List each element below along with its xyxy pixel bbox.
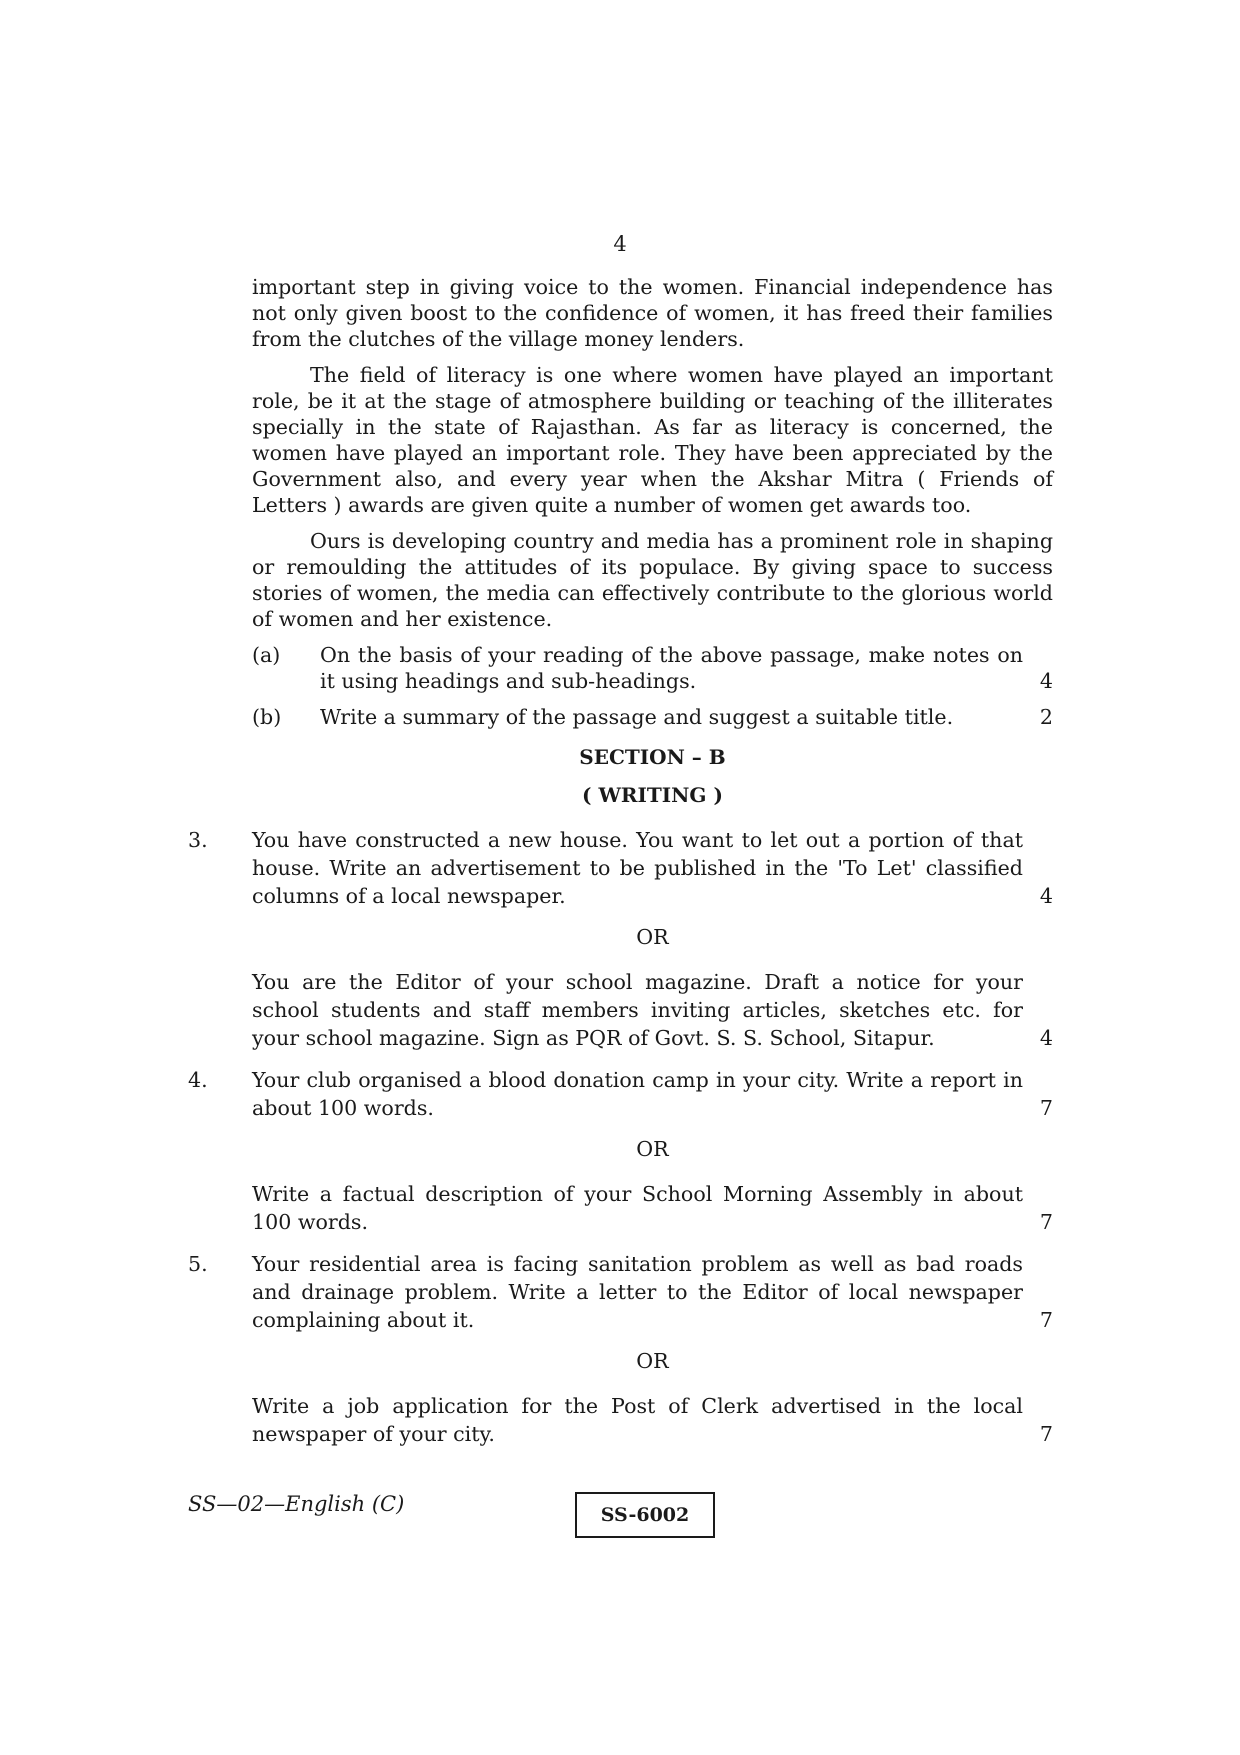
question-text: Your club organised a blood donation camp in your city. Write a report in about 100 words.	[252, 1068, 1023, 1120]
question-5	[188, 1250, 1053, 1334]
sub-question-text: On the basis of your reading of the above passage, make notes on it using headings and sub-headings.	[320, 643, 1023, 693]
question-5-alternative	[252, 1392, 1053, 1448]
or-separator: OR	[636, 1137, 669, 1161]
section-subtitle: ( WRITING )	[582, 783, 723, 807]
marks: 7	[1039, 1422, 1053, 1446]
question-text: You have constructed a new house. You want to let out a portion of that house. Write an advertisement to be published in the 'To Let' classified columns of a local newspaper.	[252, 828, 1023, 908]
marks: 7	[1039, 1096, 1053, 1120]
sub-question-label: (b)	[252, 705, 282, 729]
paper-code: SS—02—English (C)	[188, 1492, 405, 1516]
section-title: SECTION – B	[579, 745, 726, 769]
sub-question-text: Write a summary of the passage and suggest a suitable title.	[320, 705, 954, 729]
passage-paragraph: Ours is developing country and media has a prominent role in shaping or remoulding the attitudes of its populace. By giving space to success stories of women, the media can effectively contribute to the glorious world of women and her existence.	[252, 529, 1053, 631]
question-4-alternative	[252, 1180, 1053, 1236]
sub-question-a	[252, 642, 1053, 694]
marks: 4	[1039, 884, 1053, 908]
marks: 2	[1039, 705, 1053, 729]
sub-question-b	[252, 704, 1053, 730]
passage-paragraph: important step in giving voice to the women. Financial independence has not only given boost to the confidence of women, it has freed their families from the clutches of the village money lenders.	[252, 275, 1053, 351]
sub-question-label: (a)	[252, 643, 281, 667]
marks: 7	[1039, 1308, 1053, 1332]
question-4	[188, 1066, 1053, 1122]
or-separator: OR	[636, 1349, 669, 1373]
question-text: Write a factual description of your School Morning Assembly in about 100 words.	[252, 1182, 1023, 1234]
marks: 7	[1039, 1210, 1053, 1234]
marks: 4	[1039, 1026, 1053, 1050]
question-text: Your residential area is facing sanitation problem as well as bad roads and drainage problem. Write a letter to the Editor of local newspaper complaining about it.	[252, 1252, 1023, 1332]
or-separator: OR	[636, 925, 669, 949]
question-text: Write a job application for the Post of Clerk advertised in the local newspaper of your city.	[252, 1394, 1023, 1446]
marks: 4	[1039, 669, 1053, 693]
question-3	[188, 826, 1053, 910]
question-number: 5.	[188, 1252, 208, 1276]
page-content	[188, 274, 1053, 1462]
question-3-alternative	[252, 968, 1053, 1052]
passage-paragraph: The field of literacy is one where women have played an important role, be it at the stage of atmosphere building or teaching of the illiterates specially in the state of Rajasthan. As far as literacy is concerned, the women have played an important role. They have been appreciated by the Government also, and every year when the Akshar Mitra ( Friends of Letters ) awards are given quite a number of women get awards too.	[252, 363, 1053, 517]
page-number: 4	[613, 232, 627, 256]
series-code-box: SS-6002	[575, 1492, 715, 1538]
question-number: 4.	[188, 1068, 208, 1092]
question-number: 3.	[188, 828, 208, 852]
question-text: You are the Editor of your school magazine. Draft a notice for your school students and staff members inviting articles, sketches etc. for your school magazine. Sign as PQR of Govt. S. S. School, Sitapur.	[252, 970, 1023, 1050]
